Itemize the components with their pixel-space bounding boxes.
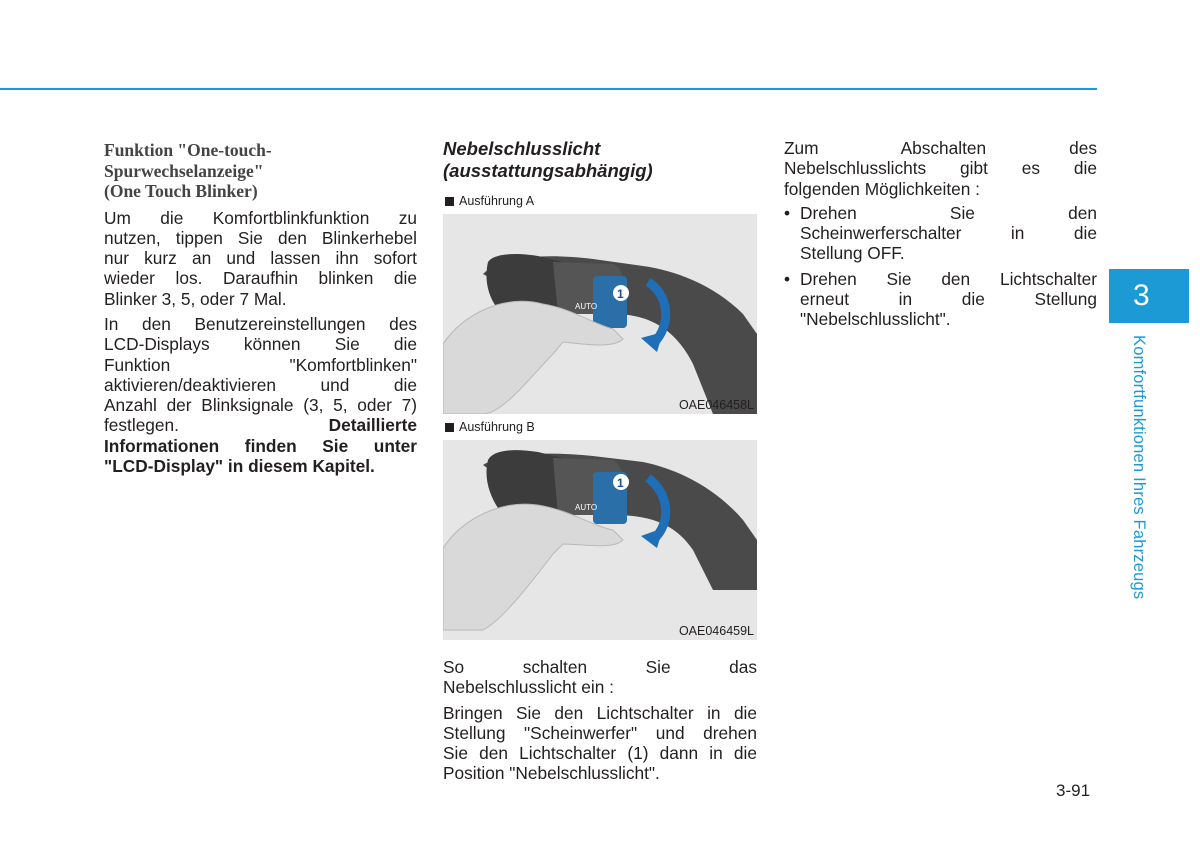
column-2	[443, 138, 757, 784]
text-line: In den Benutzereinstellungen des	[104, 313, 417, 334]
text-line: nutzen, tippen Sie den Blinkerhebel	[104, 227, 417, 248]
figure-a	[443, 214, 757, 414]
callout-number: 1	[617, 476, 624, 490]
text-line: Position "Nebelschlusslicht".	[443, 763, 660, 784]
light-switch-illustration-b	[443, 440, 757, 640]
text-line: nur kurz an und lassen ihn sofort	[104, 248, 417, 269]
switch-highlight	[593, 276, 627, 328]
text-line-mixed	[104, 415, 417, 435]
text-line: Funktion "Komfortblinken"	[104, 354, 417, 375]
paragraph-abschalten	[784, 138, 1097, 199]
column-3	[784, 138, 1097, 335]
light-switch-illustration-a	[443, 214, 757, 414]
text-line: "Nebelschlusslicht".	[800, 309, 951, 330]
paragraph-einschalten	[443, 657, 757, 698]
text-line: Zum Abschalten des	[784, 138, 1097, 158]
text-line: Bringen Sie den Lichtschalter in die	[443, 702, 757, 723]
text-line: Sie den Lichtschalter (1) dann in die	[443, 743, 757, 764]
heading-line: (ausstattungsabhängig)	[443, 160, 653, 181]
section-heading-one-touch	[104, 140, 417, 202]
text-line: Anzahl der Blinksignale (3, 5, oder 7)	[104, 395, 417, 416]
paragraph-lcd-settings	[104, 314, 417, 476]
text-line: folgenden Möglichkeiten :	[784, 178, 980, 199]
text-line-bold	[104, 436, 417, 456]
figure-code: OAE046459L	[678, 624, 754, 638]
square-bullet-icon	[445, 423, 454, 432]
text-line: Nebelschlusslicht ein :	[443, 677, 614, 698]
page-number: 3-91	[1056, 781, 1091, 800]
switch-text-auto: AUTO	[575, 503, 598, 512]
text-line-bold	[104, 456, 417, 476]
text-line: Um die Komfortblinkfunktion zu	[104, 207, 417, 228]
bullet-item	[784, 269, 1097, 330]
text-line: LCD-Displays können Sie die	[104, 334, 417, 355]
text-line: wieder los. Daraufhin blinken die	[104, 268, 417, 289]
text-line: So schalten Sie das	[443, 657, 757, 677]
bullet-item	[784, 203, 1097, 264]
figure-label-b	[445, 420, 757, 434]
heading-line: (One Touch Blinker)	[104, 181, 258, 201]
heading-line: Spurwechselanzeige"	[104, 160, 264, 181]
callout-number: 1	[617, 287, 624, 301]
text-line: aktivieren/deaktivieren und die	[104, 374, 417, 395]
paragraph-anleitung	[443, 703, 757, 784]
chapter-title: Komfortfunktionen Ihres Fahrzeugs	[1130, 335, 1148, 600]
text-line: Drehen Sie den Lichtschalter	[800, 268, 1097, 289]
section-heading-nebelschlusslicht	[443, 138, 757, 182]
text-line: Scheinwerferschalter in die	[800, 223, 1097, 244]
square-bullet-icon	[445, 197, 454, 206]
text-line: Stellung "Scheinwerfer" und drehen	[443, 722, 757, 743]
text-line: Drehen Sie den	[800, 202, 1097, 223]
text-line: Nebelschlusslichts gibt es die	[784, 158, 1097, 179]
text-bold: "LCD-Display" in diesem Kapitel.	[104, 456, 375, 477]
paragraph-komfortblink	[104, 208, 417, 309]
text-line: Blinker 3, 5, oder 7 Mal.	[104, 288, 287, 309]
chapter-tab: 3	[1109, 269, 1189, 323]
text-plain: festlegen.	[104, 415, 179, 436]
figure-label-text: Ausführung B	[459, 420, 535, 434]
heading-line: Funktion "One-touch-	[104, 140, 272, 160]
heading-line: Nebelschlusslicht	[443, 138, 601, 159]
text-bold: Detaillierte	[328, 415, 417, 436]
figure-label-a	[445, 194, 757, 208]
bullet-dot-icon: •	[784, 202, 791, 223]
figure-code: OAE046458L	[678, 398, 754, 412]
column-1	[104, 138, 417, 476]
figure-b	[443, 440, 757, 640]
bullet-dot-icon: •	[784, 268, 791, 289]
switch-text-auto: AUTO	[575, 302, 598, 311]
bullet-list	[784, 203, 1097, 330]
text-line: erneut in die Stellung	[800, 289, 1097, 310]
figure-label-text: Ausführung A	[459, 194, 535, 208]
text-bold: Informationen finden Sie unter	[104, 435, 417, 456]
top-rule	[0, 88, 1097, 90]
text-line: Stellung OFF.	[800, 243, 905, 264]
